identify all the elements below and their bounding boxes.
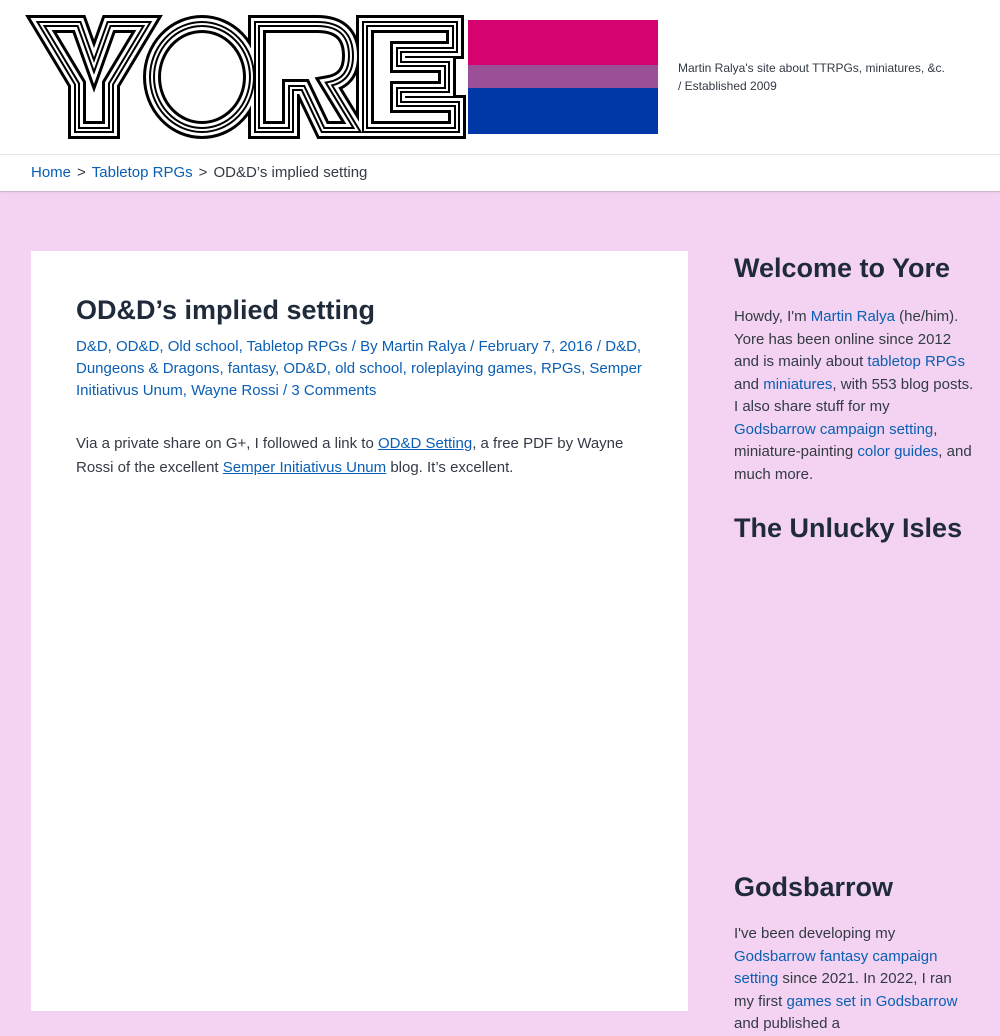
unlucky-isles-title: The Unlucky Isles [734, 513, 963, 543]
yore-logo[interactable] [35, 18, 465, 136]
unlucky-isles-embed [734, 544, 974, 857]
category-link[interactable]: Tabletop RPGs [246, 338, 348, 355]
tag-link[interactable]: RPGs [541, 360, 582, 377]
tag-link[interactable]: Semper Initiativus Unum [76, 360, 642, 399]
body-text: blog. It’s excellent. [386, 459, 514, 476]
comments-link[interactable]: 3 Comments [291, 382, 377, 399]
post-title: OD&D’s implied setting [76, 295, 376, 325]
tag-link[interactable]: D&D [605, 338, 637, 355]
breadcrumb-category[interactable]: Tabletop RPGs [91, 164, 193, 181]
widget-text: , and much more. [734, 443, 972, 483]
article-card [31, 251, 688, 1011]
flag-stripe-blue [468, 88, 658, 134]
body-text: Via a private share on G+, I followed a link to [76, 435, 378, 452]
flag-stripe-purple [468, 65, 658, 88]
site-tagline: Martin Ralya's site about TTRPGs, miniatures, &c. / Established 2009 [678, 61, 945, 93]
breadcrumb [31, 164, 367, 181]
sidebar [734, 252, 974, 1036]
breadcrumb-current: OD&D’s implied setting [213, 164, 368, 181]
tag-link[interactable]: Dungeons & Dragons [76, 360, 220, 377]
welcome-widget [734, 252, 974, 486]
miniatures-link[interactable]: miniatures [763, 375, 833, 393]
welcome-text [734, 306, 974, 486]
widget-text: (he/him). Yore has been online since 2012 and is mainly about [734, 308, 959, 370]
breadcrumb-separator: > [77, 164, 86, 181]
widget-text: , with 553 blog posts. I also share stuff for my [734, 375, 974, 415]
semper-blog-link[interactable]: Semper Initiativus Unum [222, 459, 387, 476]
welcome-title: Welcome to Yore [734, 253, 951, 283]
widget-text: and published a [734, 1015, 840, 1032]
godsbarrow-widget [734, 871, 974, 1036]
godsbarrow-text [734, 923, 974, 1036]
category-link[interactable]: OD&D [116, 338, 160, 355]
breadcrumb-bar [0, 155, 1000, 192]
widget-text: Howdy, I'm [734, 308, 811, 325]
unlucky-isles-widget [734, 512, 974, 857]
tag-link[interactable]: old school [335, 360, 403, 377]
godsbarrow-setting-link[interactable]: Godsbarrow fantasy campaign setting [734, 947, 938, 987]
body-text: , a free PDF by Wayne Rossi of the excellent [76, 435, 624, 476]
tag-link[interactable]: fantasy [227, 360, 276, 377]
widget-text: , miniature-painting [734, 420, 938, 460]
godsbarrow-games-link[interactable]: games set in Godsbarrow [786, 992, 958, 1010]
post-body-paragraph [76, 432, 646, 480]
author-link[interactable]: Martin Ralya [810, 308, 895, 325]
odd-setting-link[interactable]: OD&D Setting [377, 435, 473, 452]
breadcrumb-separator: > [198, 164, 208, 181]
category-link[interactable]: D&D [76, 338, 108, 355]
post-date[interactable]: February 7, 2016 [478, 338, 593, 355]
author-link[interactable]: Martin Ralya [381, 338, 466, 355]
godsbarrow-link[interactable]: Godsbarrow campaign setting [734, 420, 934, 438]
widget-text: since 2021. In 2022, I ran my first [734, 970, 952, 1010]
byline-prefix: By [360, 338, 378, 355]
godsbarrow-title: Godsbarrow [734, 872, 894, 902]
tabletop-rpgs-link[interactable]: tabletop RPGs [867, 353, 965, 370]
post-meta: D&D, OD&D, Old school, Tabletop RPGs / By Martin Ralya / February 7, 2016 / D&D, Dungeons & Dragons, fantasy, OD&D, old school, roleplaying games, RPGs, Semper Initiativus Unum, Wayne Rossi / 3 Comments [76, 338, 642, 399]
tag-link[interactable]: OD&D [283, 360, 327, 377]
widget-text: I've been developing my [734, 925, 896, 942]
breadcrumb-home[interactable]: Home [31, 164, 72, 181]
widget-text: and [734, 375, 764, 393]
site-header [0, 0, 1000, 155]
tag-link[interactable]: roleplaying games [410, 360, 533, 377]
tag-link[interactable]: Wayne Rossi [191, 382, 279, 399]
bi-pride-flag [468, 20, 658, 134]
category-link[interactable]: Old school [167, 338, 239, 355]
flag-stripe-pink [468, 20, 658, 65]
color-guides-link[interactable]: color guides [857, 443, 939, 460]
